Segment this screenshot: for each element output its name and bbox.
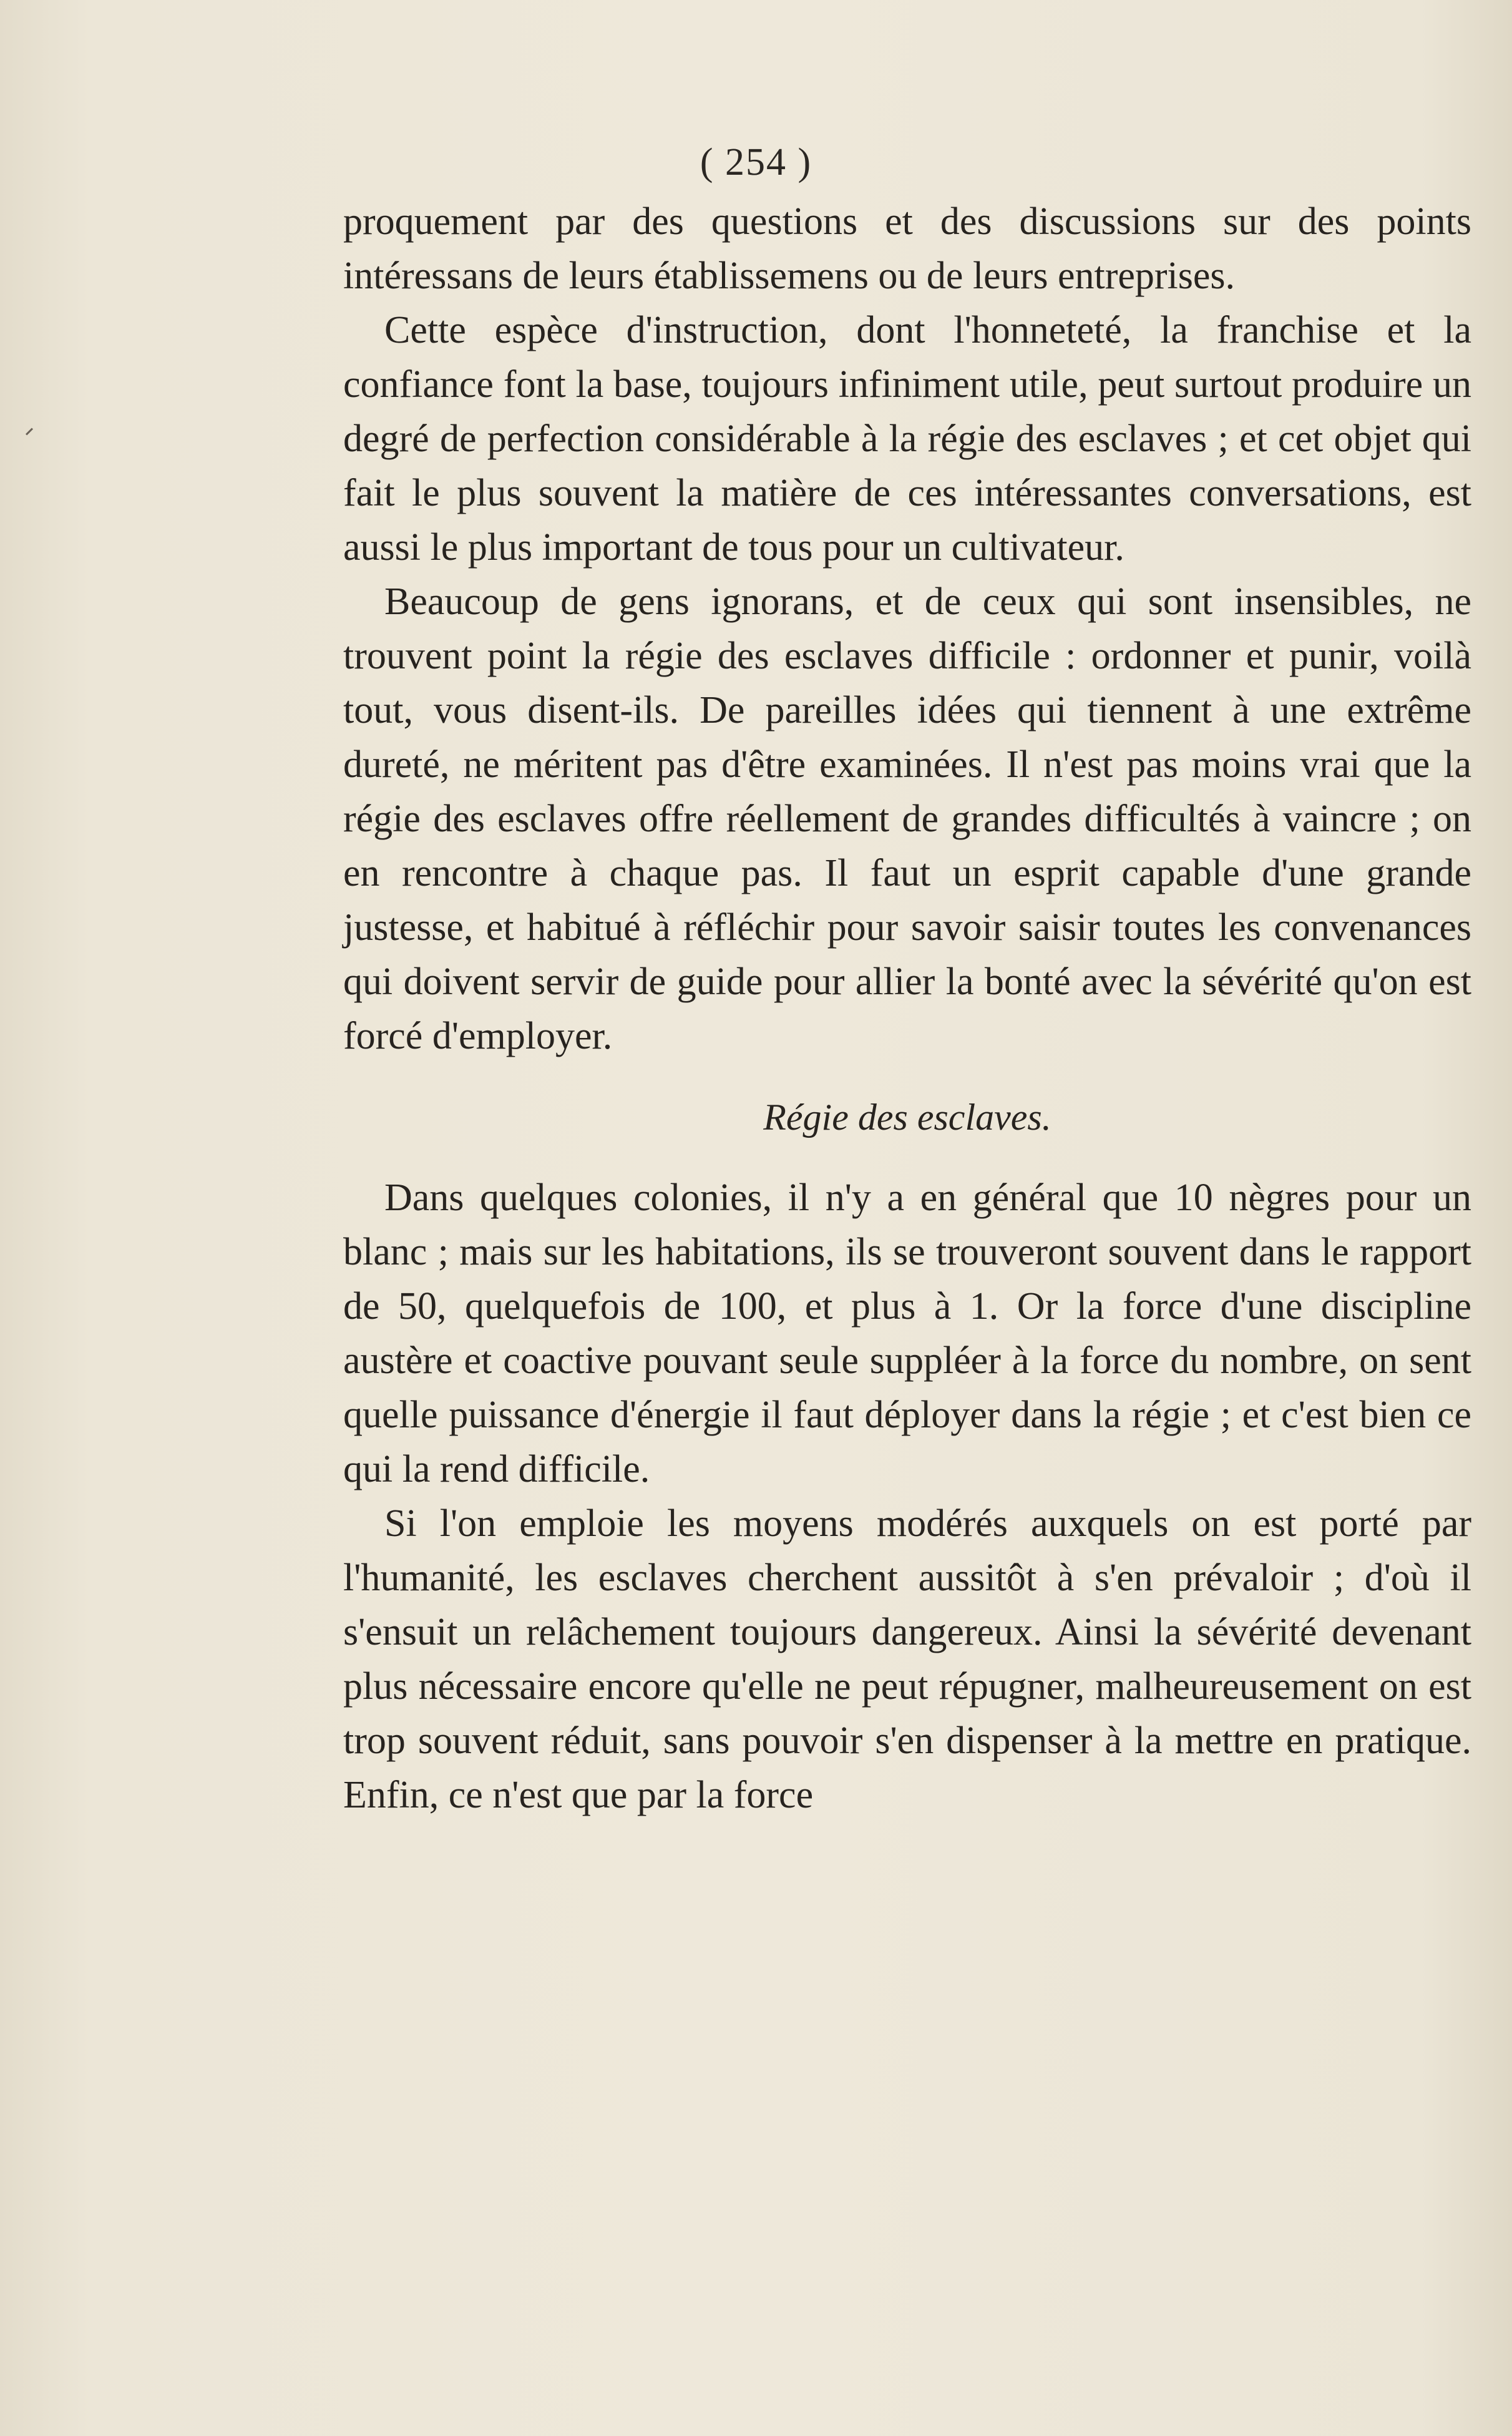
paragraph-moyens: Si l'on emploie les moyens modérés auxquels on est porté par l'humanité, les esclaves cherchent aussitôt à s'en prévaloir ; d'où il s'ensuit un relâchement toujours dangereux. Ainsi la sévérité devenant plus nécessaire encore qu'elle ne peut répugner, malheureusement on est trop souvent réduit, sans pouvoir s'en dispenser à la mettre en pratique. Enfin, ce n'est que par la force — [343, 1502, 1471, 1816]
paragraph-instruction: Cette espèce d'instruction, dont l'honneteté, la franchise et la confiance font la base, toujours infiniment utile, peut surtout produire un degré de perfection considérable à la régie des esclaves ; et cet objet qui fait le plus souvent la matière de ces intéressantes conversations, est aussi le plus important de tous pour un cultivateur. — [343, 309, 1471, 569]
margin-mark — [26, 428, 33, 435]
paragraph-ignorans: Beaucoup de gens ignorans, et de ceux qui sont insensibles, ne trouvent point la régie des esclaves difficile : ordonner et punir, voilà tout, vous disent-ils. De pareilles idées qui tiennent à une extrême dureté, ne méritent pas d'être examinées. Il n'est pas moins vrai que la régie des esclaves offre réellement de grandes difficultés à vaincre ; on en rencontre à chaque pas. Il faut un esprit capable d'une grande justesse, et habitué à réfléchir pour savoir saisir toutes les convenances qui doivent servir de guide pour allier la bonté avec la sévérité qu'on est forcé d'employer. — [343, 580, 1471, 1057]
paragraph-continued: proquement par des questions et des discussions sur des points intéressans de leurs établissemens ou de leurs entreprises. — [343, 200, 1471, 297]
page-number: ( 254 ) — [700, 141, 812, 183]
section-heading: Régie des esclaves. — [763, 1097, 1051, 1138]
body-text — [343, 195, 1471, 1822]
paragraph-colonies: Dans quelques colonies, il n'y a en général que 10 nègres pour un blanc ; mais sur les habitations, ils se trouveront souvent dans le rapport de 50, quelquefois de 100, et plus à 1. Or la force d'une discipline austère et coactive pouvant seule suppléer à la force du nombre, on sent quelle puissance d'énergie il faut déployer dans la régie ; et c'est bien ce qui la rend difficile. — [343, 1176, 1471, 1490]
